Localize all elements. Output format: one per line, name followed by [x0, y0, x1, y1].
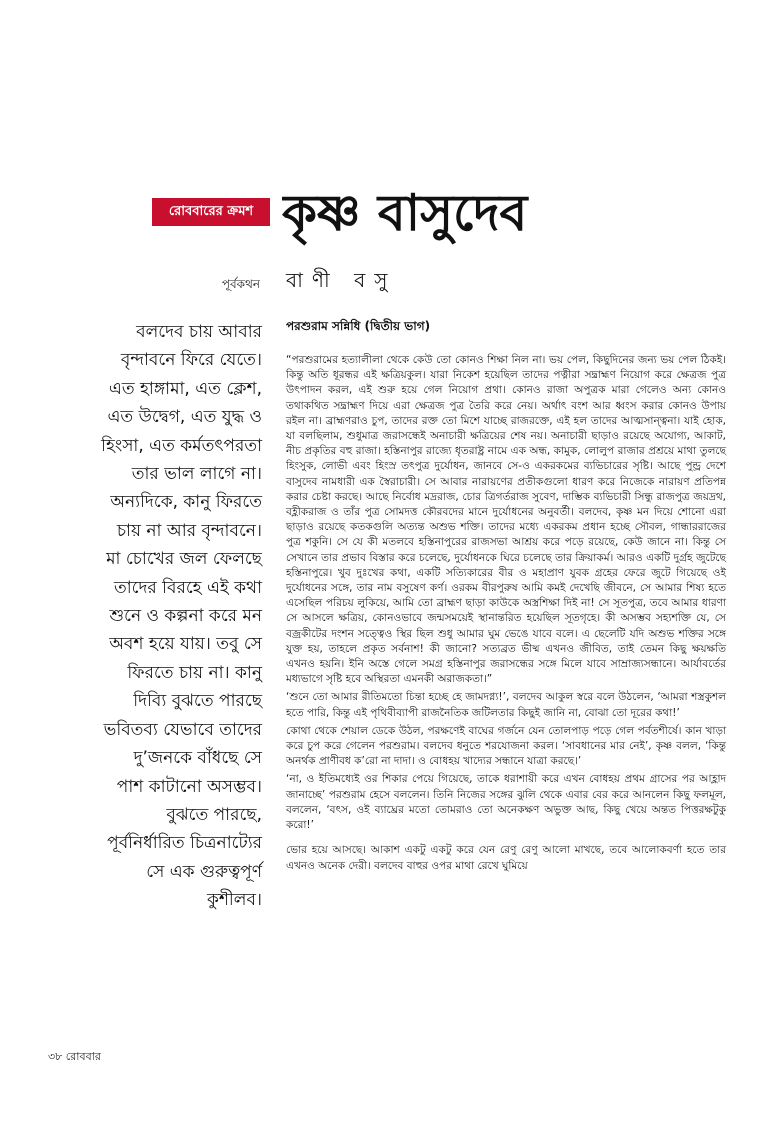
series-badge: রোববারের ক্রমশ: [152, 198, 270, 226]
body-paragraph: কোথা থেকে শেয়াল ডেকে উঠল, পরক্ষণেই বাঘের গর্জনে যেন তোলপাড় পড়ে গেল পর্বতশীর্ষে। কান খাড়া করে চুপ করে গেলেন পরশুরাম। বলদেব ধনুতে শরযোজনা করল। ‘সাবধানের মার নেই’, কৃষ্ণ বলল, ‘কিন্তু অনর্থক প্রাণীবধ ক’রো না দাদা। ও বোধহয় খাদ্যের সন্ধানে যাত্রা করছে।’: [286, 724, 726, 768]
pullquote-line: হিংসা, এত কর্মতৎপরতা: [101, 435, 262, 456]
pullquote-line: চায় না আর বৃন্দাবনে।: [116, 520, 262, 541]
pullquote-line: অন্যদিকে, কানু ফিরতে: [110, 492, 262, 513]
pullquote-line: মা চোখের জল ফেলছে: [106, 549, 262, 570]
pullquote-line: দিব্যি বুঝতে পারছে: [133, 691, 262, 712]
article-body: [286, 353, 726, 877]
body-paragraph: ‘শুনে তো আমার রীতিমতো চিন্তা হচ্ছে হে জামদগ্ন্য!’, বলদেব আকুল স্বরে বলে উঠলেন, ‘আমরা শস্ত্রকুশল হতে পারি, কিন্তু এই পৃথিবীব্যাপী রাজনৈতিক জটিলতার কিছুই জানি না, বোঝা তো দূরের কথা!’: [286, 691, 726, 719]
body-paragraph: ভোর হয়ে আসছে। আকাশ একটু একটু করে যেন রেণু রেণু আলো মাখছে, তবে আলোকবর্ণা হতে তার এখনও অনেক দেরী। বলদেব বাহুর ওপর মাথা রেখে ঘুমিয়ে: [286, 844, 726, 872]
pullquote-line: তাদের বিরহে এই কথা: [113, 577, 262, 598]
pullquote-line: শুনে ও কল্পনা করে মন: [109, 606, 262, 627]
pull-quote: [54, 318, 262, 915]
body-paragraph: ‘না, ও ইতিমধ্যেই ওর শিকার পেয়ে গিয়েছে, তাকে ধরাশায়ী করে এখন বোধহয় প্রথম গ্রাসের পর আহ্লাদ জানাচ্ছে’ পরশুরাম হেসে বললেন। তিনি নিজের সঙ্গের ঝুলি থেকে এবার বের করে আনলেন কিছু ফলমূল, বললেন, ‘বৎস, ওই ব্যাঘ্রের মতো তোমরাও তো অনেকক্ষণ অভুক্ত আছ, কিছু খেয়ে অন্তত পিত্তরক্ষটুকু করো!’: [286, 773, 726, 832]
pullquote-line: সে এক গুরুত্বপূর্ণ: [146, 861, 262, 882]
pullquote-line: বুঝতে পারছে,: [166, 804, 262, 825]
pullquote-line: পূর্বনির্ধারিত চিত্রনাট্যের: [107, 833, 262, 854]
pullquote-line: অবশ হয়ে যায়। তবু সে: [109, 634, 262, 655]
pullquote-line: বলদেব চায় আবার: [136, 322, 262, 342]
byline-label: পূর্বকথন: [221, 277, 260, 291]
pullquote-line: দু’জনকে বাঁধছে সে: [133, 748, 262, 769]
chapter-subtitle: পরশুরাম সন্নিধি (দ্বিতীয় ভাগ): [286, 319, 431, 333]
pullquote-line: এত হাঙ্গামা, এত ক্লেশ,: [108, 378, 262, 399]
pullquote-line: এত উদ্বেগ, এত যুদ্ধ ও: [107, 407, 262, 428]
author-name: বাণী বসু: [286, 268, 397, 292]
pullquote-line: ভবিতব্য যেভাবে তাদের: [103, 719, 262, 740]
pullquote-line: তার ভাল লাগে না।: [131, 464, 262, 485]
body-paragraph: “পরশুরামের হত্যালীলা থেকে কেউ তো কোনও শিক্ষা নিল না। ভয় পেল, কিছুদিনের জন্য ভয় পেল ঠিকই। কিন্তু অতি ধূরন্ধর এই ক্ষত্রিয়কুল। যারা নিকেশ হয়েছিল তাদের পত্নীরা সদ্ব্রাহ্মণ নিয়োগ করে ক্ষেত্রজ পুত্র উৎপাদন করল, এই শুরু হয়ে গেল নিয়োগ প্রথা। কোনও রাজা অপুত্রক মারা গেলেও অন্য কোনও তথাকথিত সদ্ব্রাহ্মণ দিয়ে এরা ক্ষেত্রজ পুত্র তৈরি করে নেয়। অর্থাৎ বংশ আর ধ্বংস করার কোনও উপায় রইল না। ব্রাহ্মণরাও চুপ, তাদের রক্ত তো মিশে যাচ্ছে রাজরক্তে, এই হল তাদের আত্মসান্ত্বনা। যাই হোক, যা বলছিলাম, শুধুমাত্র জরাসন্ধেই অনাচারী ক্ষত্রিয়ের শেষ নয়। অনাচারী ছাড়াও রয়েছে অযোগ্য, আকাট, নীচ প্রকৃতির বহু রাজা। হস্তিনাপুর রাজ্যে ধৃতরাষ্ট্র নামে এক অন্ধ, কামুক, লোলুপ রাজার প্রশ্রয়ে মাথা তুলছে হিংসুক, লোভী এবং হিংস্র তৎপুত্র দুর্যোধন, জানবে সে-ও একরকমের ব্যভিচারের সৃষ্টি। আছে পুন্ড্র দেশে বাসুদেব নামধারী এক স্বৈরাচারী। সে আবার নারায়ণের প্রতীকগুলো ধারণ করে নিজেকে নারায়ণ প্রতিপন্ন করার চেষ্টা করছে। আছে নির্বোধ মদ্ররাজ, চোর ত্রিগর্তরাজ সুবেণ, দাম্ভিক ব্যভিচারী সিন্ধু রাজপুত্র জয়দ্রথ, বহ্লীকরাজ ও তাঁর পুত্র সোমদত্ত কৌরবদের মানে দুর্যোধনের অনুবর্তী। বলদেব, কৃষ্ণ মন দিয়ে শোনো এরা ছাড়াও রয়েছে কতকগুলি অত্যন্ত অশুভ শক্তি। তাদের মধ্যে একরকম প্রধান হচ্ছে সৌবল, গান্ধাররাজের পুত্র শকুনি। সে যে কী মতলবে হস্তিনাপুরের রাজসভা আশ্রয় করে পড়ে রয়েছে, কেউ জানে না। কিন্তু সে সেখানে তার প্রভাব বিস্তার করে চলেছে, দুর্যোধনকে ঘিরে চলেছে তার ক্রিয়াকর্ম। আরও একটি দুর্গ্রহ জুটেছে হস্তিনাপুরে। খুব দুঃখের কথা, একটি সত্যিকারের বীর ও মহাপ্রাণ যুবক গ্রহের ফেরে জুটে গিয়েছে ওই দুর্যোধনের সঙ্গে, তার নাম বসুষেণ কর্ণ। ওরকম বীরপুরুষ আমি কমই দেখেছি জীবনে, সে আমার শিষ্য হতে এসেছিল পরিচয় লুকিয়ে, আমি তো ব্রাহ্মণ ছাড়া কাউকে অস্ত্রশিক্ষা দিই না! সে সূতপুত্র, তবে আমার ধারণা সে আসলে ক্ষত্রিয়, কোনওভাবে জন্মসময়েই স্থানান্তরিত হয়েছিল সূতগৃহে। কী অসম্ভব সহ্যশক্তি যে, সে বজ্রকীটের দংশন সত্ত্বেও স্থির ছিল শুধু আমার ঘুম ভেঙে যাবে বলে। এ ছেলেটি যদি অশুভ শক্তির সঙ্গে যুক্ত হয়, তাহলে প্রকৃত সর্বনাশ! কী জানো? সত্যব্রত ভীষ্ম এখনও জীবিত, তাই তেমন কিছু ক্ষয়ক্ষতি এখনও হয়নি। ইনি অস্তে গেলে সমগ্র হস্তিনাপুর জরাসন্ধের সঙ্গে মিলে যাবে সাম্রাজ্যসন্ধানে। আর্যাবর্তের মধ্যভাগে সৃষ্টি হবে অস্থিরতা এমনকী অরাজকতা।”: [286, 354, 726, 686]
pullquote-line: কুশীলব।: [206, 890, 262, 911]
page-title: কৃষ্ণ বাসুদেব: [282, 184, 528, 242]
pullquote-line: পাশ কাটানো অসম্ভব।: [116, 776, 262, 797]
page-footer: ৩৮ রোববার: [48, 1050, 101, 1063]
pullquote-line: বৃন্দাবনে ফিরে যেতে।: [120, 350, 262, 371]
pullquote-line: ফিরতে চায় না। কানু: [127, 662, 262, 683]
